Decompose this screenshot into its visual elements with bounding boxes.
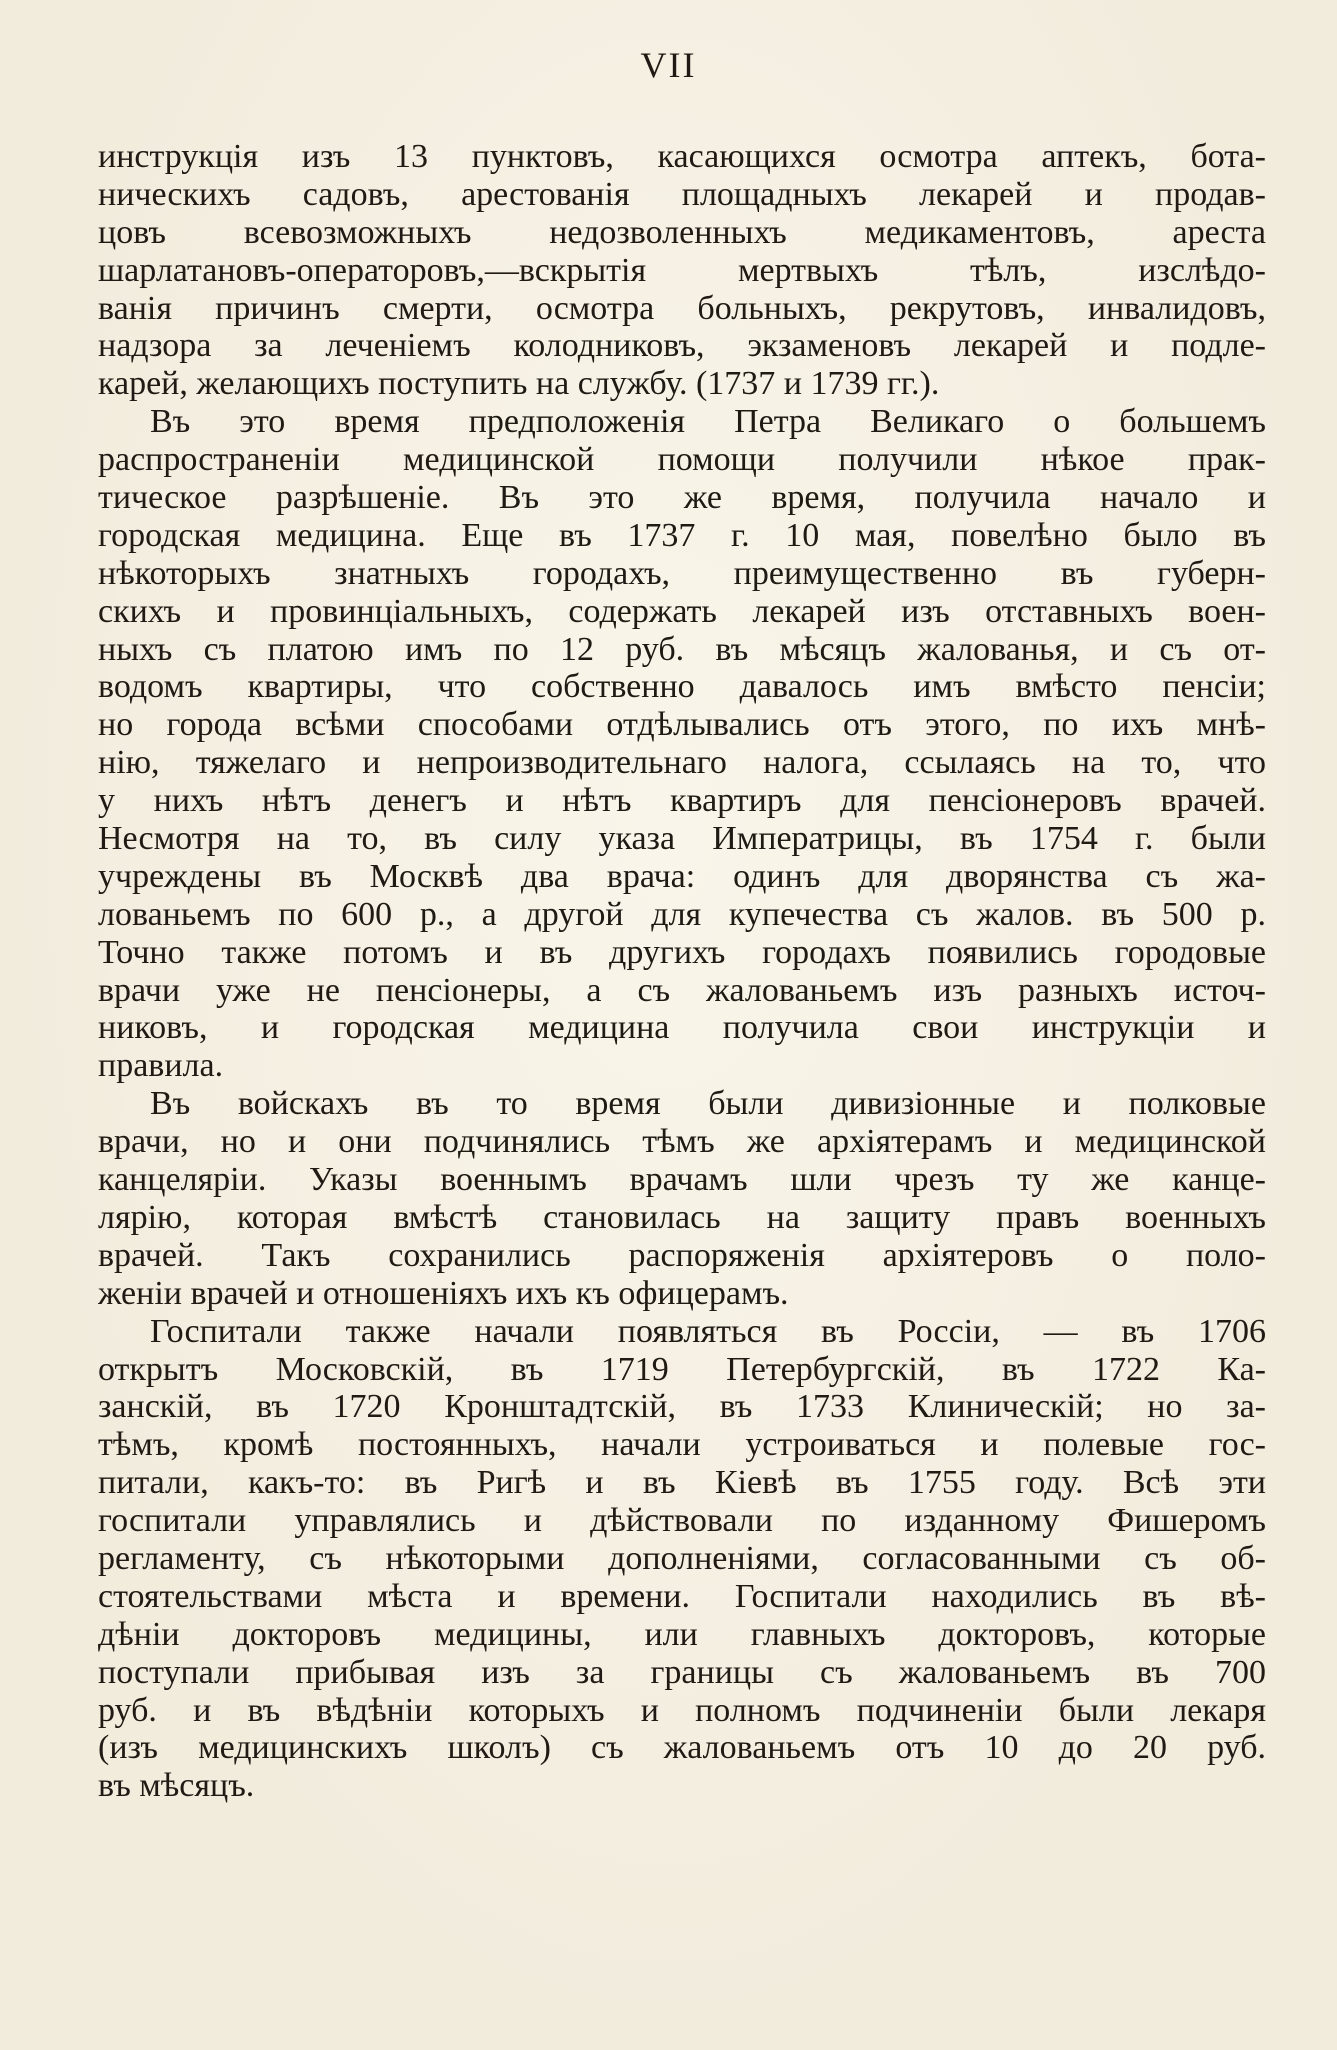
- text-line: никовъ, и городская медицина получила свои инструкціи и: [98, 1009, 1266, 1047]
- text-line: руб. и въ вѣдѣніи которыхъ и полномъ подчиненіи были лекаря: [98, 1691, 1266, 1729]
- text-line: у нихъ нѣтъ денегъ и нѣтъ квартиръ для пенсіонеровъ врачей.: [98, 782, 1266, 820]
- text-line: врачи уже не пенсіонеры, а съ жалованьемъ изъ разныхъ источ-: [98, 971, 1266, 1009]
- text-line: госпитали управлялись и дѣйствовали по изданному Фишеромъ: [98, 1502, 1266, 1540]
- text-line: регламенту, съ нѣкоторыми дополненіями, согласованными съ об-: [98, 1539, 1266, 1577]
- text-line: ванія причинъ смерти, осмотра больныхъ, рекрутовъ, инвалидовъ,: [98, 289, 1266, 327]
- text-line: но города всѣми способами отдѣлывались отъ этого, по ихъ мнѣ-: [98, 706, 1266, 744]
- text-line: Въ войскахъ въ то время были дивизіонные и полковые: [150, 1085, 1266, 1123]
- text-line: поступали прибывая изъ за границы съ жалованьемъ въ 700: [98, 1653, 1266, 1691]
- text-line: водомъ квартиры, что собственно давалось имъ вмѣсто пенсіи;: [98, 668, 1266, 706]
- text-line: учреждены въ Москвѣ два врача: одинъ для дворянства съ жа-: [98, 857, 1266, 895]
- text-line: тѣмъ, кромѣ постоянныхъ, начали устроиваться и полевые гос-: [98, 1426, 1266, 1464]
- text-line: карей, желающихъ поступить на службу. (1737 и 1739 гг.).: [98, 365, 940, 403]
- text-line: лярію, которая вмѣстѣ становилась на защиту правъ военныхъ: [98, 1198, 1266, 1236]
- paragraph: [98, 1085, 1266, 1312]
- text-line: канцеляріи. Указы военнымъ врачамъ шли чрезъ ту же канце-: [98, 1161, 1266, 1199]
- text-line: надзора за леченіемъ колодниковъ, экзаменовъ лекарей и подле-: [98, 327, 1266, 365]
- text-line: открытъ Московскій, въ 1719 Петербургскій, въ 1722 Ка-: [98, 1350, 1266, 1388]
- text-line: Госпитали также начали появляться въ Россіи, — въ 1706: [150, 1312, 1266, 1350]
- text-line: стоятельствами мѣста и времени. Госпитали находились въ вѣ-: [98, 1577, 1266, 1615]
- text-line: занскій, въ 1720 Кронштадтскій, въ 1733 Клиническій; но за-: [98, 1388, 1266, 1426]
- text-line: врачи, но и они подчинялись тѣмъ же архіятерамъ и медицинской: [98, 1123, 1266, 1161]
- text-line: инструкція изъ 13 пунктовъ, касающихся осмотра аптекъ, бота-: [98, 138, 1266, 175]
- text-line: Точно также потомъ и въ другихъ городахъ появились городовые: [98, 933, 1266, 971]
- text-line: ныхъ съ платою имъ по 12 руб. въ мѣсяцъ жалованья, и съ от-: [98, 630, 1266, 668]
- text-line: Въ это время предположенія Петра Великаго о большемъ: [150, 403, 1266, 441]
- paragraph: [98, 403, 1266, 1085]
- text-line: правила.: [98, 1047, 224, 1085]
- text-line: женіи врачей и отношеніяхъ ихъ къ офицерамъ.: [98, 1274, 789, 1312]
- text-line: распространеніи медицинской помощи получили нѣкое прак-: [98, 441, 1266, 479]
- text-line: цовъ всевозможныхъ недозволенныхъ медикаментовъ, ареста: [98, 213, 1266, 251]
- text-line: питали, какъ-то: въ Ригѣ и въ Кіевѣ въ 1755 году. Всѣ эти: [98, 1464, 1266, 1502]
- text-line: врачей. Такъ сохранились распоряженія архіятеровъ о поло-: [98, 1236, 1266, 1274]
- text-line: нію, тяжелаго и непроизводительнаго налога, ссылаясь на то, что: [98, 744, 1266, 782]
- text-line: лованьемъ по 600 р., а другой для купечества съ жалов. въ 500 р.: [98, 895, 1266, 933]
- text-line: (изъ медицинскихъ школъ) съ жалованьемъ отъ 10 до 20 руб.: [98, 1729, 1266, 1767]
- text-line: Несмотря на то, въ силу указа Императрицы, въ 1754 г. были: [98, 820, 1266, 858]
- text-line: тическое разрѣшеніе. Въ это же время, получила начало и: [98, 479, 1266, 517]
- text-line: въ мѣсяцъ.: [98, 1767, 255, 1805]
- body-text: [98, 138, 1266, 1805]
- text-line: скихъ и провинціальныхъ, содержать лекарей изъ отставныхъ воен-: [98, 592, 1266, 630]
- text-line: шарлатановъ-операторовъ,—вскрытія мертвыхъ тѣлъ, изслѣдо-: [98, 251, 1266, 289]
- text-line: городская медицина. Еще въ 1737 г. 10 мая, повелѣно было въ: [98, 516, 1266, 554]
- text-line: ническихъ садовъ, арестованія площадныхъ лекарей и продав-: [98, 175, 1266, 213]
- text-line: дѣніи докторовъ медицины, или главныхъ докторовъ, которые: [98, 1615, 1266, 1653]
- page-number: VII: [640, 45, 697, 85]
- text-line: нѣкоторыхъ знатныхъ городахъ, преимущественно въ губерн-: [98, 554, 1266, 592]
- paragraph: [98, 138, 1266, 403]
- paragraph: [98, 1313, 1266, 1806]
